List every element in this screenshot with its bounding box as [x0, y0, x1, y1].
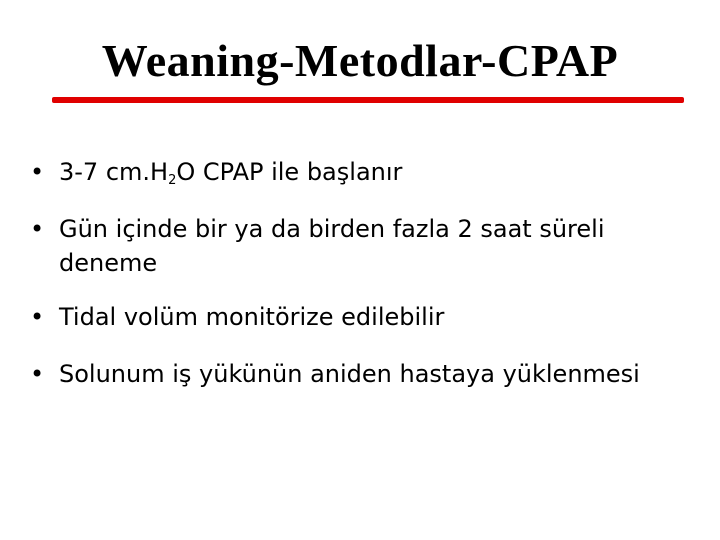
bullet-text-post: O CPAP ile başlanır	[176, 158, 403, 186]
bullet-item	[30, 357, 710, 391]
bullet-icon: •	[30, 215, 45, 243]
bullet-icon: •	[30, 303, 45, 331]
bullet-text: Gün içinde bir ya da birden fazla 2 saat süreli deneme	[59, 215, 605, 277]
bullet-item	[30, 300, 710, 334]
bullet-text-pre: 3-7 cm.H	[59, 158, 169, 186]
slide-title: Weaning-Metodlar-CPAP	[101, 35, 619, 86]
bullet-item	[30, 155, 710, 189]
bullet-text-subscript: 2	[168, 173, 177, 188]
bullet-text: Solunum iş yükünün aniden hastaya yüklenmesi	[59, 360, 640, 388]
bullet-icon: •	[30, 360, 45, 388]
bullet-item	[30, 212, 710, 280]
bullet-list	[30, 155, 710, 411]
title-underline	[52, 97, 684, 103]
bullet-text: Tidal volüm monitörize edilebilir	[59, 303, 445, 331]
bullet-icon: •	[30, 158, 45, 186]
